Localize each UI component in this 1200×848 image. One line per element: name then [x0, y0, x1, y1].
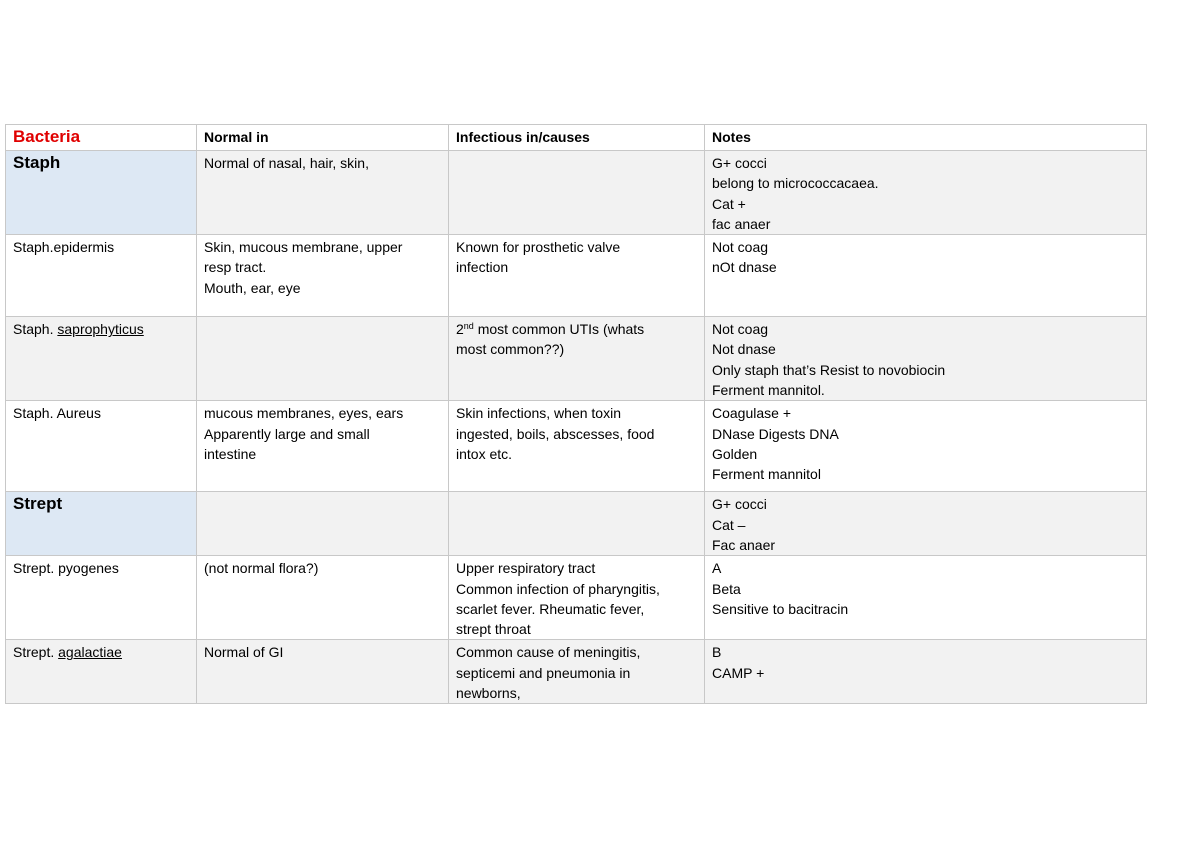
cell-line: Normal of nasal, hair, skin, [204, 155, 369, 171]
table-row [6, 492, 1147, 556]
cell-line: Cat – [712, 516, 746, 533]
infectious-cell [449, 235, 705, 317]
cell-line: septicemi and pneumonia in [456, 664, 631, 681]
normal-cell [197, 317, 449, 401]
bacteria-name [6, 317, 197, 401]
table-row [6, 317, 1147, 401]
cell-line: CAMP + [712, 664, 765, 681]
cell-line: Only staph that’s Resist to novobiocin [712, 361, 946, 378]
cell-line: most common??) [456, 341, 565, 358]
cell-line: ingested, boils, abscesses, food [456, 425, 655, 442]
notes-cell [705, 235, 1147, 317]
cell-line: intestine [204, 445, 257, 462]
cell-line: G+ cocci [712, 496, 767, 513]
infectious-cell [449, 640, 705, 704]
ordinal-number: 2 [456, 321, 464, 338]
cell-line: Coagulase + [712, 405, 792, 422]
cell-line: Apparently large and small [204, 425, 370, 442]
cell-line: Not coag [712, 321, 769, 338]
cell-line: Ferment mannitol [712, 466, 821, 483]
bacteria-name: Staph.epidermis [6, 235, 197, 317]
cell-line: nOt dnase [712, 259, 777, 276]
header-notes: Notes [705, 125, 1147, 151]
name-prefix: Strept. [13, 644, 59, 661]
line-rest: most common UTIs (whats [473, 321, 645, 338]
notes-cell [705, 556, 1147, 640]
cell-line: fac anaer [712, 215, 771, 232]
infectious-cell [449, 492, 705, 556]
cell-line: Sensitive to bacitracin [712, 600, 849, 617]
cell-line: Cat + [712, 195, 746, 212]
cell-line: Upper respiratory tract [456, 560, 596, 577]
cell-line [456, 319, 698, 339]
cell-line: belong to micrococcacaea. [712, 175, 879, 192]
cell-line: Mouth, ear, eye [204, 279, 301, 296]
cell-line: Beta [712, 580, 741, 597]
normal-cell [197, 640, 449, 704]
cell-line: Normal of GI [204, 644, 284, 661]
cell-line: Not dnase [712, 341, 776, 358]
header-row [6, 125, 1147, 151]
name-prefix: Staph. [13, 321, 58, 338]
name-underlined: saprophyticus [57, 321, 144, 338]
ordinal-suffix: nd [463, 321, 474, 332]
cell-line: Skin, mucous membrane, upper [204, 239, 403, 256]
cell-line: Known for prosthetic valve [456, 239, 621, 256]
infectious-cell [449, 151, 705, 235]
table-row [6, 235, 1147, 317]
bacteria-name: Staph [6, 151, 197, 235]
normal-cell [197, 556, 449, 640]
notes-cell [705, 492, 1147, 556]
bacteria-table [5, 124, 1147, 704]
cell-line: Not coag [712, 239, 769, 256]
notes-cell [705, 401, 1147, 492]
cell-line: G+ cocci [712, 155, 767, 171]
notes-cell [705, 151, 1147, 235]
header-normal-in: Normal in [197, 125, 449, 151]
infectious-cell [449, 401, 705, 492]
notes-cell [705, 640, 1147, 704]
header-infectious: Infectious in/causes [449, 125, 705, 151]
bacteria-name: Strept. pyogenes [6, 556, 197, 640]
cell-line: newborns, [456, 685, 521, 702]
table-row [6, 556, 1147, 640]
cell-line: (not normal flora?) [204, 560, 319, 577]
table-row [6, 151, 1147, 235]
cell-line: Ferment mannitol. [712, 382, 825, 399]
name-underlined: agalactiae [58, 644, 122, 661]
bacteria-name: Staph. Aureus [6, 401, 197, 492]
cell-line: Common infection of pharyngitis, [456, 580, 660, 597]
infectious-cell [449, 317, 705, 401]
cell-line: B [712, 644, 722, 661]
cell-line: mucous membranes, eyes, ears [204, 405, 404, 422]
cell-line: intox etc. [456, 445, 513, 462]
cell-line: DNase Digests DNA [712, 425, 839, 442]
cell-line: resp tract. [204, 259, 267, 276]
normal-cell [197, 492, 449, 556]
cell-line: A [712, 560, 722, 577]
cell-line: Golden [712, 445, 758, 462]
header-bacteria: Bacteria [6, 125, 197, 151]
cell-line: infection [456, 259, 509, 276]
cell-line: strept throat [456, 621, 531, 638]
normal-cell [197, 401, 449, 492]
cell-line: Fac anaer [712, 536, 776, 553]
normal-cell [197, 235, 449, 317]
infectious-cell [449, 556, 705, 640]
notes-cell [705, 317, 1147, 401]
table-row [6, 401, 1147, 492]
normal-cell [197, 151, 449, 235]
bacteria-name [6, 640, 197, 704]
table-row [6, 640, 1147, 704]
cell-line: Common cause of meningitis, [456, 644, 641, 661]
cell-line: scarlet fever. Rheumatic fever, [456, 600, 645, 617]
bacteria-name: Strept [6, 492, 197, 556]
cell-line: Skin infections, when toxin [456, 405, 621, 422]
